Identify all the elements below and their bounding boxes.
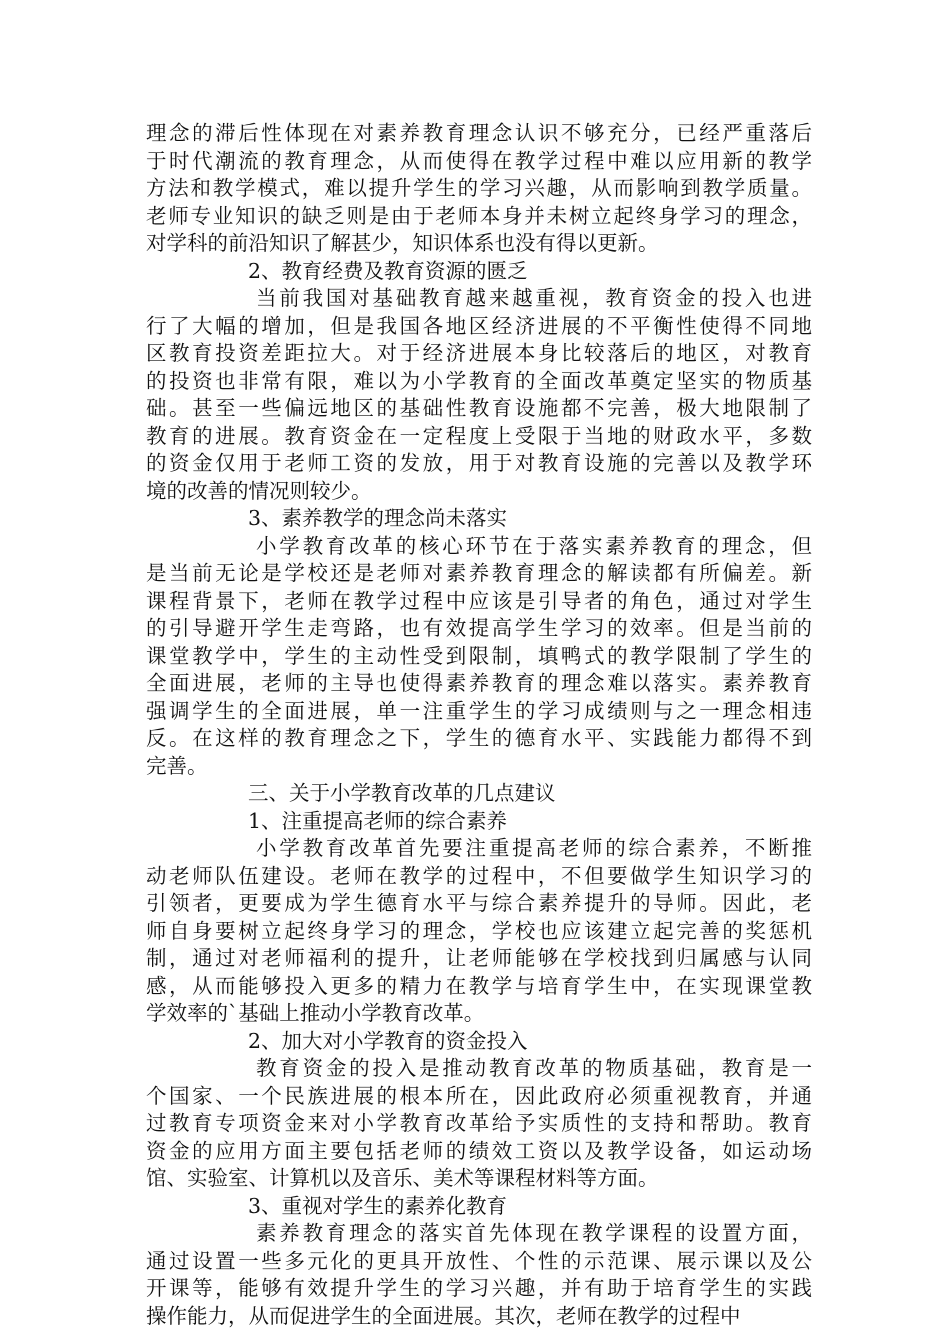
text-line: 开课等，能够有效提升学生的学习兴趣，并有助于培育学生的实践 bbox=[146, 1276, 812, 1300]
text-line: 感，从而能够投入更多的精力在教学与培育学生中，在实现课堂教 bbox=[146, 973, 812, 998]
text-line: 教育的进展。教育资金在一定程度上受限于当地的财政水平，多数 bbox=[146, 423, 812, 448]
text-line: 素养教育理念的落实首先体现在教学课程的设置方面， bbox=[256, 1221, 812, 1245]
text-line: 的引导避开学生走弯路，也有效提高学生学习的效率。但是当前的 bbox=[146, 616, 812, 640]
text-line: 强调学生的全面进展，单一注重学生的学习成绩则与之一理念相违 bbox=[146, 698, 812, 723]
text-line: 老师专业知识的缺乏则是由于老师本身并未树立起终身学习的理念， bbox=[146, 203, 812, 228]
text-line: 课程背景下，老师在教学过程中应该是引导者的角色，通过对学生 bbox=[146, 588, 812, 613]
text-line: 课堂教学中，学生的主动性受到限制，填鸭式的教学限制了学生的 bbox=[146, 643, 812, 668]
heading-quality-education: 3、重视对学生的素养化教育 bbox=[248, 1193, 508, 1218]
text-line: 当前我国对基础教育越来越重视，教育资金的投入也进 bbox=[256, 286, 812, 310]
text-line: 理念的滞后性体现在对素养教育理念认识不够充分，已经严重落后 bbox=[146, 121, 812, 145]
text-line: 方法和教学模式，难以提升学生的学习兴趣，从而影响到教学质量。 bbox=[146, 176, 812, 200]
paragraph-increase-funding bbox=[146, 1055, 812, 1193]
text-line: 操作能力，从而促进学生的全面进展。其次，老师在教学的过程中 bbox=[146, 1303, 741, 1328]
text-line: 反。在这样的教育理念之下，学生的德育水平、实践能力都得不到 bbox=[146, 726, 812, 750]
text-line: 个国家、一个民族进展的根本所在，因此政府必须重视教育，并通 bbox=[146, 1083, 812, 1108]
text-line: 通过设置一些多元化的更具开放性、个性的示范课、展示课以及公 bbox=[146, 1248, 812, 1273]
text-line: 小学教育改革的核心环节在于落实素养教育的理念，但 bbox=[256, 533, 812, 558]
text-line: 过教育专项资金来对小学教育改革给予实质性的支持和帮助。教育 bbox=[146, 1111, 812, 1135]
text-line: 馆、实验室、计算机以及音乐、美术等课程材料等方面。 bbox=[146, 1166, 659, 1190]
paragraph-teacher-quality bbox=[146, 835, 812, 1028]
text-line: 教育资金的投入是推动教育改革的物质基础，教育是一 bbox=[256, 1056, 812, 1080]
text-line: 资金的应用方面主要包括老师的绩效工资以及教学设备，如运动场 bbox=[146, 1138, 812, 1163]
text-line: 的投资也非常有限，难以为小学教育的全面改革奠定坚实的物质基 bbox=[146, 368, 812, 393]
paragraph-funding bbox=[146, 285, 812, 505]
text-line: 行了大幅的增加，但是我国各地区经济进展的不平衡性使得不同地 bbox=[146, 313, 812, 338]
text-line: 师自身要树立起终身学习的理念，学校也应该建立起完善的奖惩机 bbox=[146, 918, 812, 943]
text-line: 学效率的`基础上推动小学教育改革。 bbox=[146, 1001, 485, 1025]
heading-teacher-quality: 1、注重提高老师的综合素养 bbox=[248, 808, 508, 833]
heading-suggestions: 三、关于小学教育改革的几点建议 bbox=[248, 781, 556, 805]
heading-quality-concept: 3、素养教学的理念尚未落实 bbox=[248, 506, 508, 530]
text-line: 境的改善的情况则较少。 bbox=[146, 478, 372, 503]
text-line: 于时代潮流的教育理念，从而使得在教学过程中难以应用新的教学 bbox=[146, 148, 812, 173]
text-line: 区教育投资差距拉大。对于经济进展本身比较落后的地区，对教育 bbox=[146, 341, 812, 365]
heading-funding-shortage: 2、教育经费及教育资源的匮乏 bbox=[248, 258, 528, 283]
document-body bbox=[146, 120, 812, 1330]
text-line: 小学教育改革首先要注重提高老师的综合素养，不断推 bbox=[256, 836, 812, 860]
text-line: 全面进展，老师的主导也使得素养教育的理念难以落实。素养教育 bbox=[146, 671, 812, 695]
text-line: 对学科的前沿知识了解甚少，知识体系也没有得以更新。 bbox=[146, 231, 659, 255]
text-line: 动老师队伍建设。老师在教学的过程中，不但要做学生知识学习的 bbox=[146, 863, 812, 888]
paragraph-quality-education bbox=[146, 1220, 812, 1330]
text-line: 是当前无论是学校还是老师对素养教育理念的解读都有所偏差。新 bbox=[146, 561, 812, 585]
text-line: 完善。 bbox=[146, 753, 208, 778]
text-line: 的资金仅用于老师工资的发放，用于对教育设施的完善以及教学环 bbox=[146, 451, 812, 475]
text-line: 引领者，更要成为学生德育水平与综合素养提升的导师。因此，老 bbox=[146, 891, 812, 915]
paragraph-teacher-concept bbox=[146, 120, 812, 258]
paragraph-quality-concept bbox=[146, 533, 812, 781]
text-line: 制，通过对老师福利的提升，让老师能够在学校找到归属感与认同 bbox=[146, 946, 812, 970]
text-line: 础。甚至一些偏远地区的基础性教育设施都不完善，极大地限制了 bbox=[146, 396, 812, 420]
heading-increase-funding: 2、加大对小学教育的资金投入 bbox=[248, 1028, 528, 1053]
